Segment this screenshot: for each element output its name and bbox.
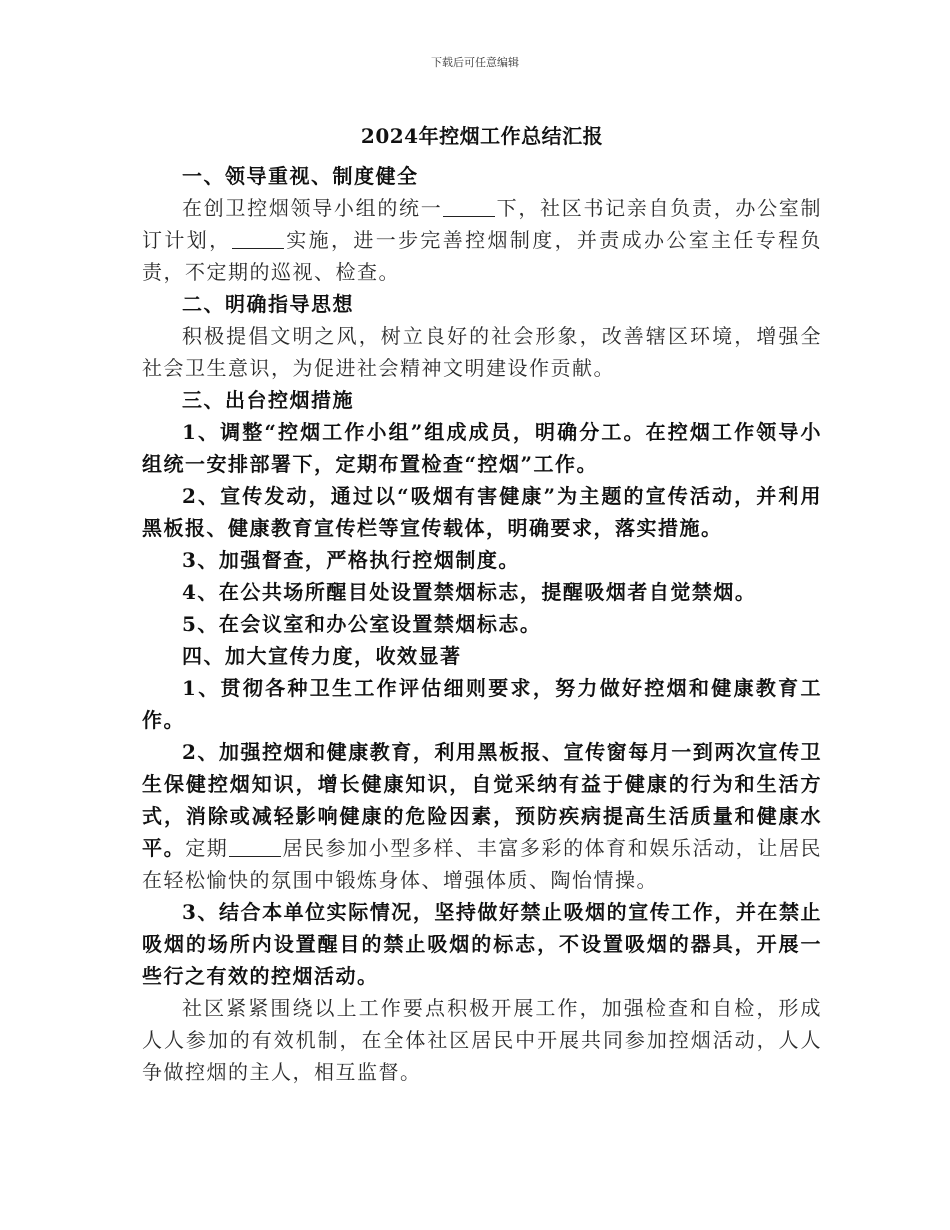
section-3-heading: 三、出台控烟措施: [182, 388, 354, 412]
closing-paragraph: 社区紧紧围绕以上工作要点积极开展工作，加强检查和自检，形成人人参加的有效机制，在全体社区居民中开展共同参加控烟活动，人人争做控烟的主人，相互监督。: [142, 996, 822, 1084]
section-4-item-2-text-a: 定期: [185, 836, 229, 860]
section-3-item: 2、宣传发动，通过以“吸烟有害健康”为主题的宣传活动，并利用黑板报、健康教育宣传栏等宣传载体，明确要求，落实措施。: [142, 484, 822, 540]
blank-line: [229, 836, 281, 857]
section-4-item-1: 1、贯彻各种卫生工作评估细则要求，努力做好控烟和健康教育工作。: [142, 676, 822, 732]
blank-line: [232, 228, 284, 249]
section-1-text-b: 下，社区书记亲自负责，办公室制订计划，: [142, 196, 823, 252]
section-3-item: 5、在会议室和办公室设置禁烟标志。: [182, 612, 542, 636]
section-3-item: 3、加强督查，严格执行控烟制度。: [182, 548, 520, 572]
document-body: [142, 118, 822, 1088]
section-1-text-c: 实施，进一步完善控烟制度，并责成办公室主任专程负责，不定期的巡视、检查。: [142, 228, 823, 284]
section-4-item-2: [142, 736, 822, 896]
section-3-item: 1、调整“控烟工作小组”组成成员，明确分工。在控烟工作领导小组统一安排部署下，定期布置检查“控烟”工作。: [142, 420, 822, 476]
document-title: 2024年控烟工作总结汇报: [360, 124, 604, 148]
section-4-item-2-text-b: 居民参加小型多样、丰富多彩的体育和娱乐活动，让居民在轻松愉快的氛围中锻炼身体、增强体质、陶怡情操。: [142, 836, 823, 892]
section-1-text-a: 在创卫控烟领导小组的统一: [182, 196, 443, 220]
header-note: 下载后可任意编辑: [431, 56, 519, 69]
blank-line: [443, 196, 495, 217]
section-1-heading: 一、领导重视、制度健全: [182, 164, 419, 188]
section-4-item-2-bold: 2、加强控烟和健康教育，利用黑板报、宣传窗每月一到两次宣传卫生保健控烟知识，增长健康知识，自觉采纳有益于健康的行为和生活方式，消除或减轻影响健康的危险因素，预防疾病提高生活质量和健康水平。: [142, 740, 822, 860]
section-2-paragraph: 积极提倡文明之风，树立良好的社会形象，改善辖区环境，增强全社会卫生意识，为促进社会精神文明建设作贡献。: [142, 324, 822, 380]
section-4-item-3: 3、结合本单位实际情况，坚持做好禁止吸烟的宣传工作，并在禁止吸烟的场所内设置醒目的禁止吸烟的标志，不设置吸烟的器具，开展一些行之有效的控烟活动。: [142, 900, 822, 988]
section-1-paragraph: [142, 192, 822, 288]
section-4-heading: 四、加大宣传力度，收效显著: [182, 644, 462, 668]
section-3-item: 4、在公共场所醒目处设置禁烟标志，提醒吸烟者自觉禁烟。: [182, 580, 757, 604]
section-2-heading: 二、明确指导思想: [182, 292, 354, 316]
